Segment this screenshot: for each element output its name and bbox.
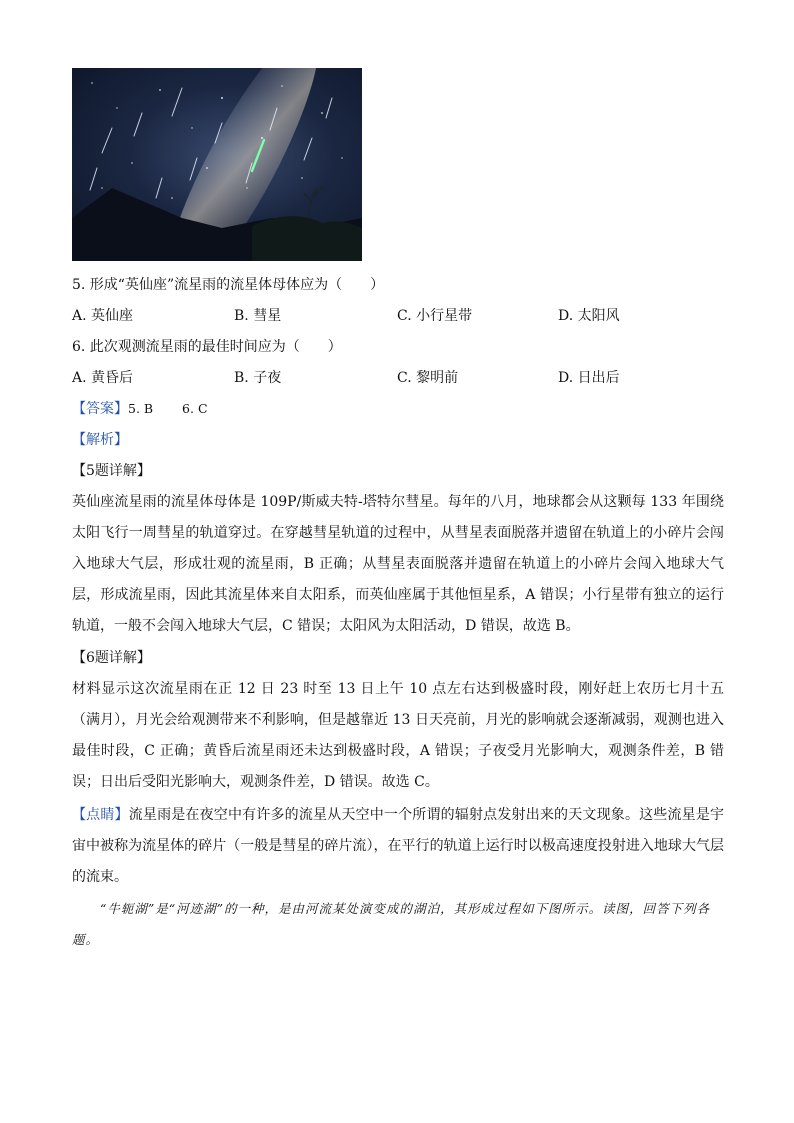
detail-6-label: 【6题详解】 <box>72 650 151 666</box>
q6-option-b: B. 子夜 <box>234 370 282 386</box>
question-6-stem: 6. 此次观测流星雨的最佳时间应为（ ） <box>72 339 342 355</box>
comment-paragraph <box>72 800 724 893</box>
q5-option-b: B. 彗星 <box>234 308 282 324</box>
detail-6-text: 材料显示这次流星雨在正 12 日 23 时至 13 日上午 10 点左右达到极盛时段，刚好赶上农历七月十五（满月），月光会给观测带来不利影响，但是越靠近 13 日天亮前，月光的影响就会逐渐减弱，观测也进入最佳时段，C 正确；黄昏后流星雨还未达到极盛时段，A 错误；子夜受月光影响大，观测条件差，B 错误；日出后受阳光影响大，观测条件差，D 错误。故选 C。 <box>72 681 724 790</box>
q5-option-c: C. 小行星带 <box>397 308 473 324</box>
q5-option-d: D. 太阳风 <box>558 308 620 324</box>
answer-label: 【答案】 <box>72 401 128 417</box>
q6-option-a: A. 黄昏后 <box>72 370 134 386</box>
comment-text: 流星雨是在夜空中有许多的流星从天空中一个所谓的辐射点发射出来的天文现象。这些流星是宇宙中被称为流星体的碎片（一般是彗星的碎片流），在平行的轨道上运行时以极高速度投射进入地球大气层的流束。 <box>72 807 725 885</box>
comment-label: 【点睛】 <box>72 807 129 823</box>
q6-option-c: C. 黎明前 <box>397 370 459 386</box>
q5-option-a: A. 英仙座 <box>72 308 134 324</box>
q6-option-d: D. 日出后 <box>558 370 620 386</box>
night-sky-illustration <box>72 68 362 261</box>
question-5-stem: 5. 形成“英仙座”流星雨的流星体母体应为（ ） <box>72 277 385 293</box>
answer-values: 5. B 6. C <box>128 401 208 416</box>
answer-line <box>72 399 208 419</box>
detail-5-text: 英仙座流星雨的流星体母体是 109P/斯威夫特-塔特尔彗星。每年的八月，地球都会从这颗每 133 年围绕太阳飞行一周彗星的轨道穿过。在穿越彗星轨道的过程中，从彗星表面脱落并遗留在轨道上的小碎片会闯入地球大气层，形成壮观的流星雨，B 正确；从彗星表面脱落并遗留在轨道上的小碎片会闯入地球大气层，形成流星雨，因此其流星体来自太阳系，而英仙座属于其他恒星系，A 错误；小行星带有独立的运行轨道，一般不会闯入地球大气层，C 错误；太阳风为太阳活动，D 错误，故选 B。 <box>72 494 724 634</box>
meteor-shower-photo <box>72 68 362 261</box>
next-question-intro: “牛轭湖”是“河迹湖”的一种，是由河流某处演变成的湖泊，其形成过程如下图所示。读图，回答下列各题。 <box>72 901 711 947</box>
analysis-label: 【解析】 <box>72 432 128 448</box>
detail-5-label: 【5题详解】 <box>72 463 151 479</box>
